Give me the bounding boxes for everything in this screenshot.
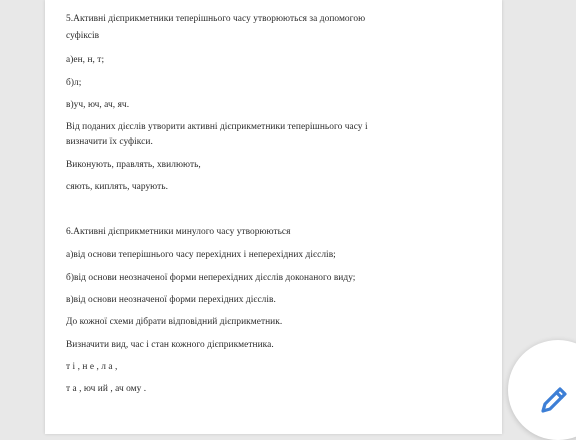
section5-task-line1: Від поданих дієслів утворити активні дієприкметники теперішнього часу і [66, 122, 368, 132]
section6-heading: 6.Активні дієприкметники минулого часу утворюються [66, 227, 291, 237]
section5-verbs-line2: сяють, киплять, чарують. [66, 182, 168, 192]
section5-option-c: в)уч, юч, ач, яч. [66, 100, 130, 110]
edit-button[interactable] [508, 340, 576, 440]
section5-verbs-line1: Виконують, правлять, хвилюють, [66, 160, 201, 170]
section5-heading-line2: суфіксів [66, 31, 100, 41]
section5-option-b: б)л; [66, 78, 82, 88]
section6-option-b: б)від основи неозначеної форми неперехідних дієслів доконаного виду; [66, 273, 356, 283]
section6-scheme1: т і , н е , л а , [66, 362, 118, 372]
section5-option-a: а)ен, н, т; [66, 55, 105, 65]
section6-option-a: а)від основи теперішнього часу перехідних і неперехідних дієслів; [66, 250, 336, 260]
section6-task2: Визначити вид, час і стан кожного дієприкметника. [66, 340, 274, 350]
section5-task-line2: визначити їх суфікси. [66, 137, 153, 147]
section5-heading-line1: 5.Активні дієприкметники теперішнього часу утворюються за допомогою [66, 14, 366, 24]
pencil-icon [538, 384, 570, 416]
section6-task1: До кожної схеми дібрати відповідний дієприкметник. [66, 317, 283, 327]
section6-scheme2: т а , юч ий , ач ому . [66, 384, 147, 394]
section6-option-c: в)від основи неозначеної форми перехідних дієслів. [66, 295, 276, 305]
